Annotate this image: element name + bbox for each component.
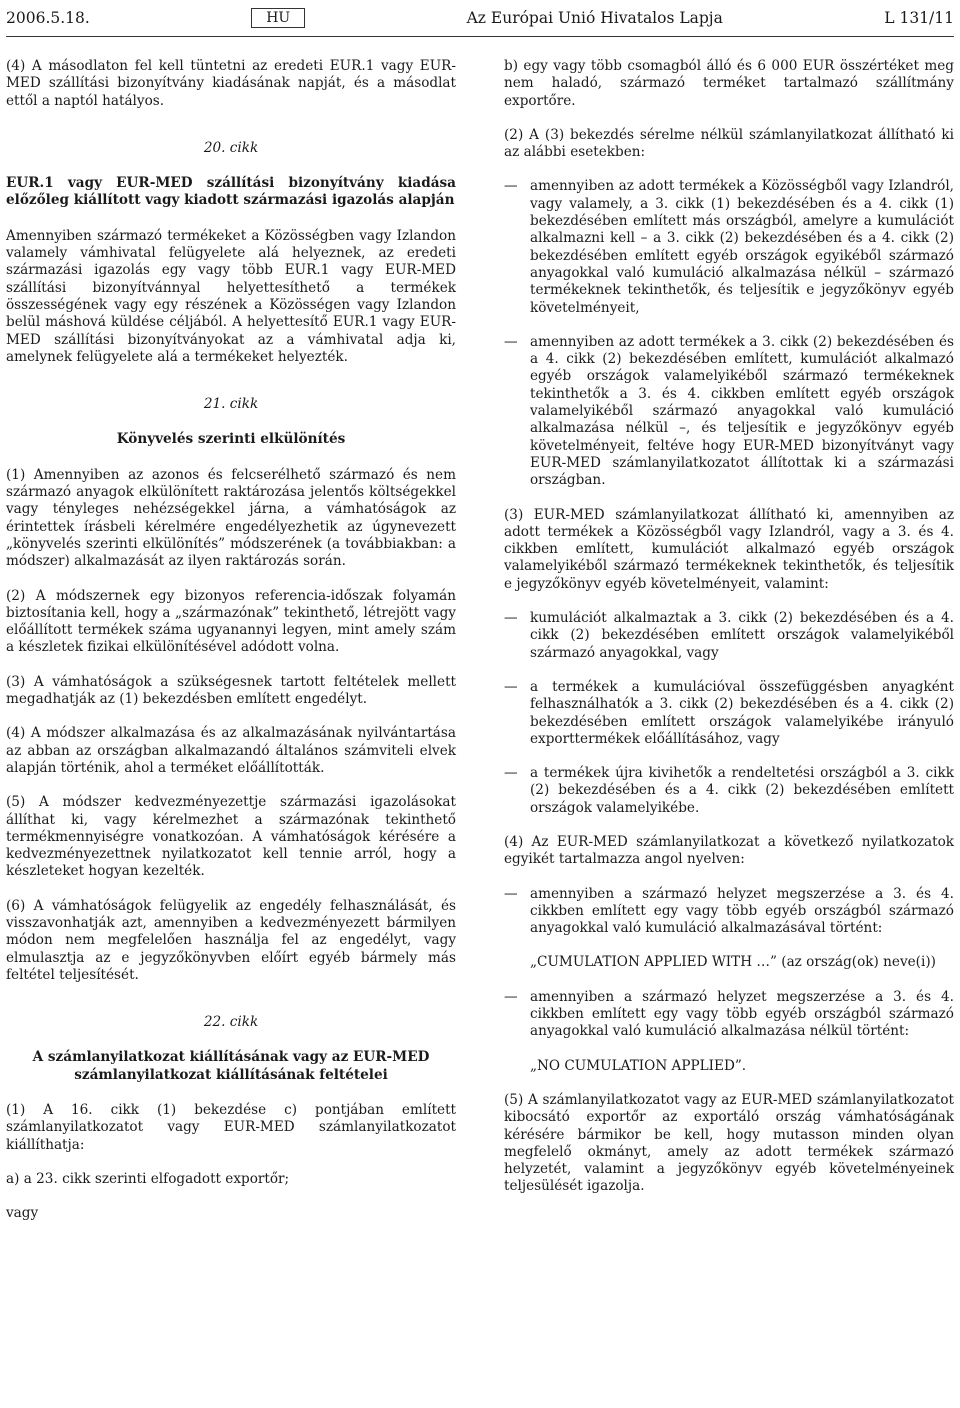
article-title: Könyvelés szerinti elkülönítés <box>116 431 346 448</box>
paragraph: (1) Amennyiben az azonos és felcserélhető származó és nem származó anyagok elkülönített raktározása jelentős költségekkel vagy tényleges nehézségekkel járna, a vámhatóságok az érintettek írásbeli kérelmére engedélyezhetik az úgynevezett „könyvelés szerinti elkülönítés” módszerének (a továbbiakban: a módszer) alkalmazását az ilyen raktározás során. <box>6 466 456 570</box>
indent-text: amennyiben az adott termékek a 3. cikk (2) bekezdésében és a 4. cikk (2) bekezdésében említett, kumulációt alkalmazó egyéb országok valamelyikéből származó termékeknek tekinthetők a 3. és 4. cikkben említett egyéb országok valamelyikéből származó anyagokkal való kumuláció alkalmazása nélkül –, és teljesítik e jegyzőkönyv egyéb követelményeit, feltéve hogy EUR-MED bizonyítványt vagy EUR-MED számlanyilatkozatot állítottak ki a származási országban. <box>530 333 954 489</box>
indent-text: kumulációt alkalmaztak a 3. cikk (2) bekezdésében és a 4. cikk (2) bekezdésében említett országok valamelyikéből származó anyagokkal, vagy <box>530 610 954 661</box>
dash-marker: — <box>504 678 518 695</box>
article-title: EUR.1 vagy EUR-MED szállítási bizonyítvány kiadása előzőleg kiállított vagy kiadott származási igazolás alapján <box>6 175 456 209</box>
article-number: 21. cikk <box>203 396 259 413</box>
paragraph: (4) Az EUR-MED számlanyilatkozat a következő nyilatkozatok egyikét tartalmazza angol nyelven: <box>504 833 954 868</box>
dash-marker: — <box>504 988 518 1005</box>
paragraph: vagy <box>6 1205 39 1222</box>
paragraph: (5) A módszer kedvezményezettje származási igazolásokat állíthat ki, vagy kérelmezhet a származónak tekinthető termékmennyiségre vonatkozóan. A vámhatóságok kérésére a kedvezményezettnek nyilatkozatot kell tennie arról, hogy a készleteket hogyan kezelték. <box>6 794 456 880</box>
text-columns <box>6 58 954 1240</box>
journal-title: Az Európai Unió Hivatalos Lapja <box>466 9 723 27</box>
paragraph: (4) A másodlaton fel kell tüntetni az eredeti EUR.1 vagy EUR-MED szállítási bizonyítvány kiadásának napját, és a másodlat ettől a naptól hatályos. <box>6 58 456 109</box>
list-item: b) egy vagy több csomagból álló és 6 000 EUR összértéket meg nem haladó, származó terméket tartalmazó szállítmány exportőre. <box>504 58 954 109</box>
article-title: A számlanyilatkozat kiállításának vagy az EUR-MED számlanyilatkozat kiállításának feltételei <box>32 1049 430 1083</box>
paragraph: (3) A vámhatóságok a szükségesnek tartott feltételek mellett megadhatják az (1) bekezdésben említett engedélyt. <box>6 673 456 708</box>
quoted-statement: „CUMULATION APPLIED WITH …” (az ország(ok) neve(i)) <box>530 954 936 971</box>
dash-marker: — <box>504 178 518 195</box>
header-date: 2006.5.18. <box>6 9 90 27</box>
paragraph: (5) A számlanyilatkozatot vagy az EUR-MED számlanyilatkozatot kibocsátó exportőr az exportáló ország vámhatóságának kérésére bármikor be kell, hogy mutasson minden olyan megfelelő okmányt, amely az adott termékek származó helyzetét, valamint a jegyzőkönyv egyéb követelményeinek teljesülését igazolja. <box>504 1091 954 1195</box>
paragraph: Amennyiben származó termékeket a Közösségben vagy Izlandon valamely vámhivatal felügyelete alá helyeznek, az eredeti származási igazolás egy vagy több EUR.1 vagy EUR-MED szállítási bizonyítvánnyal helyettesíthető a termékek összességének vagy egy részének a Közösségen vagy Izlandon belül máshová küldése céljából. A helyettesítő EUR.1 vagy EUR-MED szállítási bizonyítványokat az a vámhivatal adja ki, amelynek felügyelete alá a termékeket helyezték. <box>6 227 456 365</box>
paragraph: (4) A módszer alkalmazása és az alkalmazásának nyilvántartása az abban az országban alkalmazandó általános számviteli elvek alapján történik, ahol a terméket előállították. <box>6 725 456 776</box>
dash-marker: — <box>504 885 518 902</box>
dash-marker: — <box>504 333 518 350</box>
left-column <box>6 58 456 1240</box>
paragraph: (3) EUR-MED számlanyilatkozat állítható ki, amennyiben az adott termékek a Közösségből vagy Izlandról, vagy a 3. és 4. cikkben említett, kumulációt alkalmazó egyéb országok valamelyikéből származó termékeknek tekinthetők, és teljesítik e jegyzőkönyv egyéb követelményeit, valamint: <box>504 506 954 592</box>
paragraph: (2) A módszernek egy bizonyos referencia-időszak folyamán biztosítania kell, hogy a „származónak” tekinthető, létrejött vagy előállított termékek száma ugyanannyi legyen, mint amely szám a készletek fizikai elkülönítésével adódott volna. <box>6 587 456 656</box>
language-badge: HU <box>251 8 305 28</box>
indent-text: amennyiben az adott termékek a Közösségből vagy Izlandról, vagy valamely, a 3. cikk (1) bekezdésében és a 4. cikk (1) bekezdésében említett más országból, amelyre a kumulációt alkalmazni kell – a 3. cikk (2) bekezdésében és a 4. cikk (2) bekezdésében említett egyéb országok egyikéből származó anyagokkal való kumuláció alkalmazása nélkül – származó termékeknek tekinthetők, és teljesítik e jegyzőkönyv egyéb követelményeit, <box>530 178 954 316</box>
dash-marker: — <box>504 765 518 782</box>
indent-item <box>504 989 954 1041</box>
indent-text: a termékek a kumulációval összefüggésben anyagként felhasználhatók a 3. cikk (2) bekezdésében és a 4. cikk (2) bekezdésében említett országok valamelyikébe irányuló exporttermékek előállításához, vagy <box>530 678 954 747</box>
indent-text: a termékek újra kivihetők a rendeltetési országból a 3. cikk (2) bekezdésében és a 4. cikk (2) bekezdésében említett országok valamelyikébe. <box>530 765 954 816</box>
paragraph: (6) A vámhatóságok felügyelik az engedély felhasználását, és visszavonhatják azt, amennyiben a kedvezményezett bármilyen módon nem megfelelően használja fel az engedélyt, vagy elmulasztja az e jegyzőkönyvben előírt egyéb bármely más feltétel teljesítését. <box>6 897 456 983</box>
indent-text: amennyiben a származó helyzet megszerzése a 3. és 4. cikkben említett egy vagy több egyéb országból származó anyagokkal való kumuláció alkalmazása nélkül történt: <box>530 988 954 1040</box>
right-column <box>504 58 954 1240</box>
article-number: 20. cikk <box>203 139 259 156</box>
indent-text: amennyiben a származó helyzet megszerzése a 3. és 4. cikkben említett egy vagy több egyéb országból származó anyagokkal való kumuláció alkalmazásával történt: <box>530 885 954 937</box>
quoted-statement: „NO CUMULATION APPLIED”. <box>530 1057 747 1074</box>
indent-item <box>504 679 954 748</box>
list-item: a) a 23. cikk szerinti elfogadott exportőr; <box>6 1170 290 1187</box>
paragraph: (2) A (3) bekezdés sérelme nélkül számlanyilatkozat állítható ki az alábbi esetekben: <box>504 126 954 161</box>
indent-item <box>504 886 954 938</box>
indent-item <box>504 765 954 817</box>
indent-item <box>504 178 954 316</box>
page-reference: L 131/11 <box>884 9 954 27</box>
dash-marker: — <box>504 610 518 627</box>
indent-item <box>504 610 954 662</box>
indent-item <box>504 334 954 490</box>
paragraph: (1) A 16. cikk (1) bekezdése c) pontjában említett számlanyilatkozatot vagy EUR-MED számlanyilatkozatot kiállíthatja: <box>6 1102 456 1153</box>
page-header <box>6 0 954 37</box>
article-number: 22. cikk <box>203 1014 259 1031</box>
